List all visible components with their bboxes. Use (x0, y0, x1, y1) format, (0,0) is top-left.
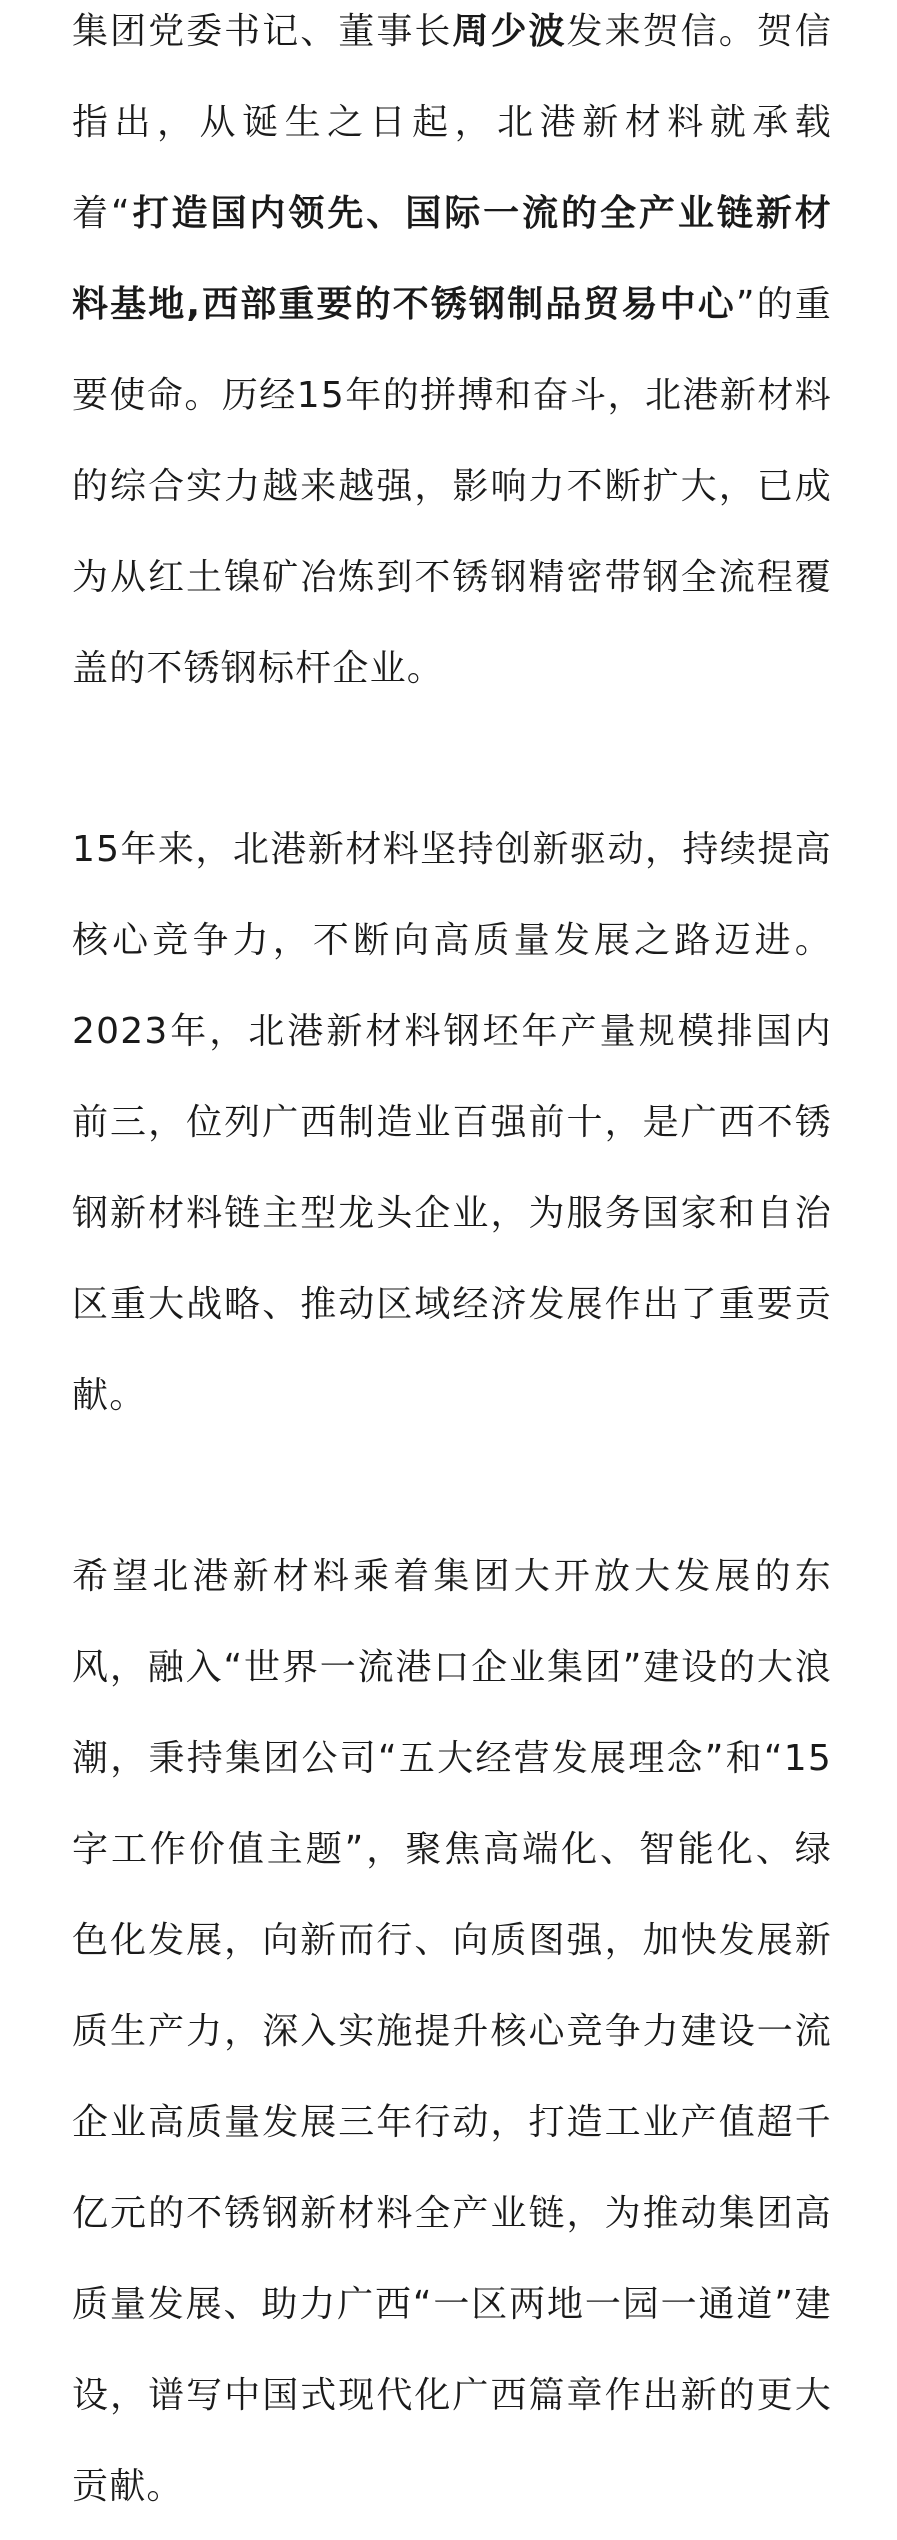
article-body (72, 0, 832, 2532)
bold-name: 周少波 (452, 11, 567, 52)
text-segment: ”的重要使命。历经15年的拼搏和奋斗，北港新材料的综合实力越来越强，影响力不断扩大，已成为从红土镍矿冶炼到不锈钢精密带钢全流程覆盖的不锈钢标杆企业。 (72, 284, 832, 689)
text-segment: 集团党委书记、董事长 (72, 11, 453, 52)
paragraph-development: 15年来，北港新材料坚持创新驱动，持续提高核心竞争力，不断向高质量发展之路迈进。2023年，北港新材料钢坯年产量规模排国内前三，位列广西制造业百强前十，是广西不锈钢新材料链主型龙头企业，为服务国家和自治区重大战略、推动区域经济发展作出了重要贡献。 (72, 829, 832, 1416)
paragraph-spacer (72, 714, 832, 804)
paragraph-hopes: 希望北港新材料乘着集团大开放大发展的东风，融入“世界一流港口企业集团”建设的大浪潮，秉持集团公司“五大经营发展理念”和“15字工作价值主题”，聚焦高端化、智能化、绿色化发展，向新而行、向质图强，加快发展新质生产力，深入实施提升核心竞争力建设一流企业高质量发展三年行动，打造工业产值超千亿元的不锈钢新材料全产业链，为推动集团高质量发展、助力广西“一区两地一园一通道”建设，谱写中国式现代化广西篇章作出新的更大贡献。 (72, 1556, 832, 2507)
bold-mission-statement: 打造国内领先、国际一流的全产业链新材料基地,西部重要的不锈钢制品贸易中心 (72, 193, 832, 325)
text-segment: 发来贺信。贺信指出，从诞生之日起，北港新材料就承载着“ (72, 11, 832, 234)
paragraph-spacer (72, 1441, 832, 1531)
paragraph-congratulatory-letter (72, 0, 832, 714)
